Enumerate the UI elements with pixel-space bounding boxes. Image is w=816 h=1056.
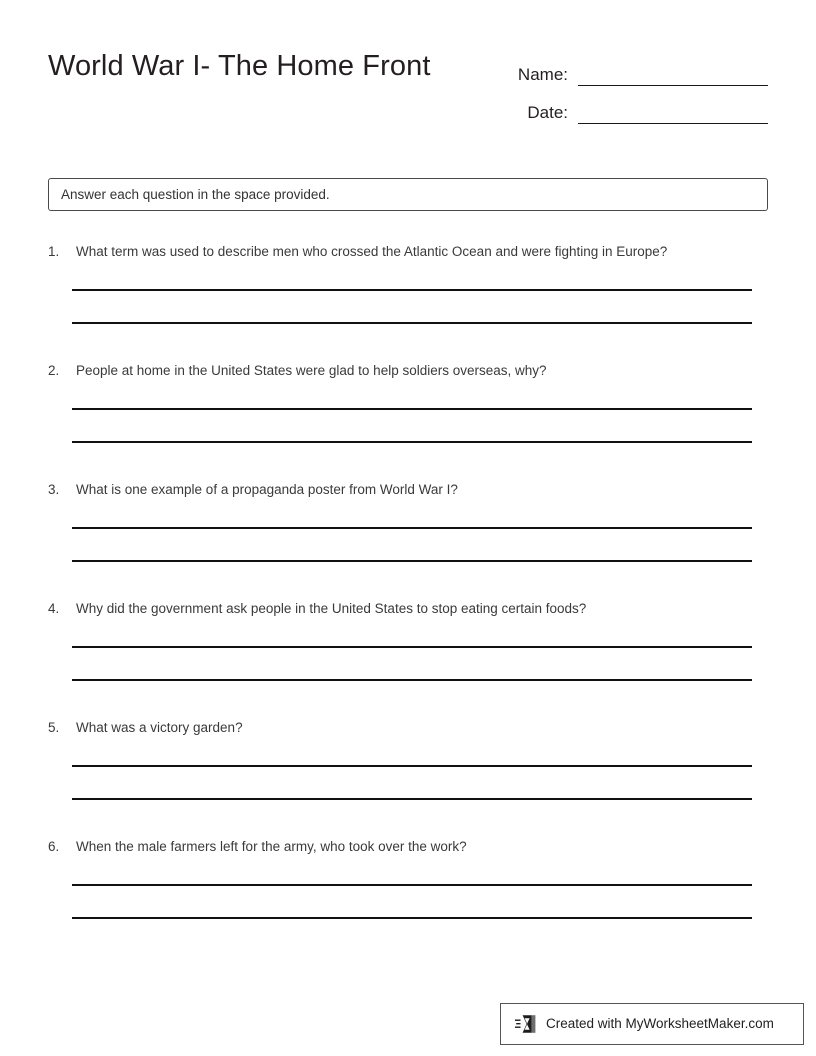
- question-item: [48, 838, 768, 957]
- question-header: [48, 243, 768, 261]
- answer-line[interactable]: [72, 322, 752, 324]
- question-text: People at home in the United States were glad to help soldiers overseas, why?: [76, 363, 547, 378]
- question-text: What is one example of a propaganda poster from World War I?: [76, 482, 458, 497]
- question-item: [48, 362, 768, 481]
- question-text: When the male farmers left for the army, who took over the work?: [76, 839, 467, 854]
- answer-area[interactable]: [72, 765, 752, 800]
- question-number: 4.: [48, 601, 60, 616]
- answer-area[interactable]: [72, 527, 752, 562]
- answer-line[interactable]: [72, 765, 752, 767]
- date-label: Date:: [527, 103, 568, 122]
- question-list: [48, 243, 768, 957]
- answer-area[interactable]: [72, 884, 752, 919]
- answer-line[interactable]: [72, 560, 752, 562]
- date-row: [478, 86, 768, 124]
- question-header: [48, 719, 768, 737]
- question-number: 3.: [48, 482, 60, 497]
- pennant-flag-icon: [515, 1012, 537, 1036]
- footer-text: Created with MyWorksheetMaker.com: [546, 1016, 774, 1031]
- question-header: [48, 481, 768, 499]
- name-label: Name:: [517, 65, 568, 84]
- answer-area[interactable]: [72, 408, 752, 443]
- name-date-fields: [478, 48, 768, 124]
- instruction-box: [48, 178, 768, 211]
- question-item: [48, 243, 768, 362]
- answer-line[interactable]: [72, 289, 752, 291]
- question-item: [48, 719, 768, 838]
- instruction-text: Answer each question in the space provided.: [61, 186, 330, 202]
- name-input-line[interactable]: [578, 65, 768, 86]
- answer-line[interactable]: [72, 798, 752, 800]
- answer-area[interactable]: [72, 646, 752, 681]
- question-text: What term was used to describe men who crossed the Atlantic Ocean and were fighting in Europe?: [76, 244, 668, 259]
- answer-line[interactable]: [72, 917, 752, 919]
- answer-line[interactable]: [72, 527, 752, 529]
- answer-line[interactable]: [72, 646, 752, 648]
- answer-line[interactable]: [72, 884, 752, 886]
- answer-line[interactable]: [72, 679, 752, 681]
- question-header: [48, 838, 768, 856]
- question-text: Why did the government ask people in the United States to stop eating certain foods?: [76, 601, 587, 616]
- question-text: What was a victory garden?: [76, 720, 243, 735]
- question-header: [48, 600, 768, 618]
- question-item: [48, 481, 768, 600]
- footer-badge[interactable]: [500, 1003, 804, 1045]
- question-number: 6.: [48, 839, 60, 854]
- question-number: 1.: [48, 244, 60, 259]
- date-input-line[interactable]: [578, 103, 768, 124]
- worksheet-header: [48, 44, 768, 140]
- question-number: 2.: [48, 363, 60, 378]
- question-header: [48, 362, 768, 380]
- page-title: World War I- The Home Front: [48, 50, 431, 82]
- name-row: [478, 48, 768, 86]
- answer-line[interactable]: [72, 408, 752, 410]
- question-number: 5.: [48, 720, 60, 735]
- question-item: [48, 600, 768, 719]
- answer-area[interactable]: [72, 289, 752, 324]
- answer-line[interactable]: [72, 441, 752, 443]
